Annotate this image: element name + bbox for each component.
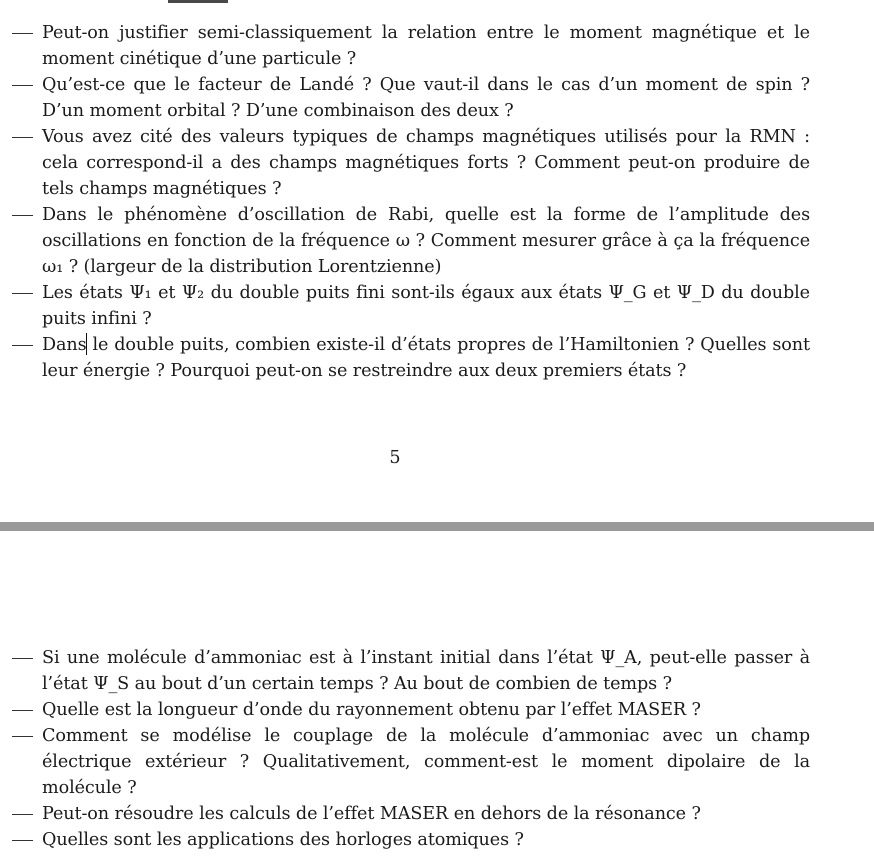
question-text: Quelles sont les applications des horloges atomiques ? — [42, 830, 524, 850]
list-item — [0, 20, 810, 72]
dash-bullet — [12, 137, 33, 138]
dash-bullet — [12, 710, 33, 711]
dash-bullet — [12, 658, 33, 659]
dash-bullet — [12, 345, 33, 346]
list-item — [0, 202, 810, 280]
dash-bullet — [12, 293, 33, 294]
cropped-heading-fragment — [168, 0, 228, 3]
list-item — [0, 280, 810, 332]
dash-bullet — [12, 215, 33, 216]
list-item — [0, 645, 810, 697]
question-text: Peut-on résoudre les calculs de l’effet MASER en dehors de la résonance ? — [42, 804, 701, 824]
question-text: Les états Ψ₁ et Ψ₂ du double puits fini sont-ils égaux aux états Ψ_G et Ψ_D du double puits infini ? — [42, 283, 810, 329]
question-text: Quelle est la longueur d’onde du rayonnement obtenu par l’effet MASER ? — [42, 700, 701, 720]
question-list-bottom — [0, 645, 874, 853]
question-text: Comment se modélise le couplage de la molécule d’ammoniac avec un champ électrique extérieur ? Qualitativement, comment-est le moment dipolaire de la molécule ? — [42, 726, 810, 798]
list-item — [0, 827, 810, 853]
page-separator — [0, 522, 874, 531]
question-text-end: le double puits, combien existe-il d’états propres de l’Hamiltonien ? Quelles sont leur énergie ? Pourquoi peut-on se restreindre aux deux premiers états ? — [42, 335, 810, 381]
question-text: Vous avez cité des valeurs typiques de champs magnétiques utilisés pour la RMN : cela correspond-il a des champs magnétiques forts ? Comment peut-on produire de tels champs magnétiques ? — [42, 127, 810, 199]
question-text-start: Dans — [42, 335, 87, 355]
dash-bullet — [12, 736, 33, 737]
question-text: Qu’est-ce que le facteur de Landé ? Que vaut-il dans le cas d’un moment de spin ? D’un moment orbital ? D’une combinaison des deux ? — [42, 75, 810, 121]
page-number: 5 — [389, 448, 401, 468]
list-item — [0, 72, 810, 124]
question-text: Dans le phénomène d’oscillation de Rabi, quelle est la forme de l’amplitude des oscillations en fonction de la fréquence ω ? Comment mesurer grâce à ça la fréquence ω₁ ? (largeur de la distribution Lorentzienne) — [42, 205, 810, 277]
dash-bullet — [12, 33, 33, 34]
document-page-bottom — [0, 531, 874, 865]
dash-bullet — [12, 85, 33, 86]
list-item — [0, 124, 810, 202]
dash-bullet — [12, 840, 33, 841]
dash-bullet — [12, 814, 33, 815]
list-item — [0, 723, 810, 801]
question-text: Si une molécule d’ammoniac est à l’instant initial dans l’état Ψ_A, peut-elle passer à l’état Ψ_S au bout d’un certain temps ? Au bout de combien de temps ? — [42, 648, 810, 694]
question-text: Peut-on justifier semi-classiquement la relation entre le moment magnétique et le moment cinétique d’une particule ? — [42, 23, 810, 69]
list-item — [0, 697, 810, 723]
question-list-top — [0, 20, 874, 384]
list-item — [0, 801, 810, 827]
list-item — [0, 332, 810, 384]
